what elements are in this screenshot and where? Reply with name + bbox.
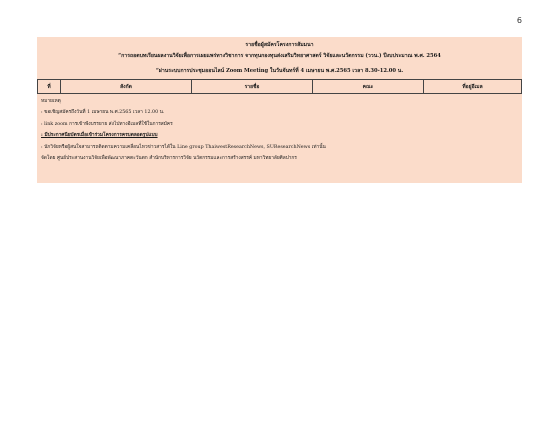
meeting-details: “ผ่านระบบการประชุมออนไลน์ Zoom Meeting ในวันจันทร์ที่ 4 เมษายน พ.ศ.2565 เวลา 8.30-12.00 น. [155,68,404,74]
project-title: “การถอดบทเรียนผลงานวิจัยเพื่อการเผยแพร่ทางวิชาการ จากทุนกองทุนส่งเสริมวิทยาศาสตร์ วิจัยและนวัตกรรม (ววน.) ปีงบประมาณ พ.ศ. 2564 [118,53,441,59]
note-line-group: : นักวิจัยหรือผู้สนใจสามารถติดตามความเคลื่อนไหวข่าวสารได้ใน Line group ThaiwestResearchNews, SUResearchNews เท่านั้น [41,144,326,150]
note-zoom-link: : link zoom การเข้าฟังบรรยาย ส่งไปทางอีเมลที่ใช้ในการสมัคร [41,121,173,127]
column-header-faculty: คณะ [313,80,424,94]
registration-form [37,37,522,183]
form-title: รายชื่อผู้สมัครโครงการสัมมนา [245,42,314,48]
notes-section [41,96,517,164]
note-deadline: : ขอเชิญสมัครถึงวันที่ 1 เมษายน พ.ศ.2565 เวลา 12.00 น. [41,110,165,116]
column-header-email: ที่อยู่อีเมล [424,80,522,94]
column-header-affiliation: สังกัด [61,80,192,94]
registrant-table [37,79,522,94]
notes-heading: หมายเหตุ [41,99,61,104]
column-header-name: รายชื่อ [192,80,313,94]
note-certificate: : มีประกาศนียบัตรเมื่อเข้าร่วมโครงการครบตลอดรูปแบบ [41,132,158,139]
column-header-number: ที่ [38,80,61,94]
note-organizer: จัดโดย ศูนย์ประสานงานวิจัยเพื่อพัฒนาภาคตะวันตก สำนักบริหารการวิจัย นวัตกรรมและการสร้างสรรค์ มหาวิทยาลัยศิลปากร [41,156,297,162]
table-header-row [38,80,522,94]
page-number: 6 [516,16,522,25]
